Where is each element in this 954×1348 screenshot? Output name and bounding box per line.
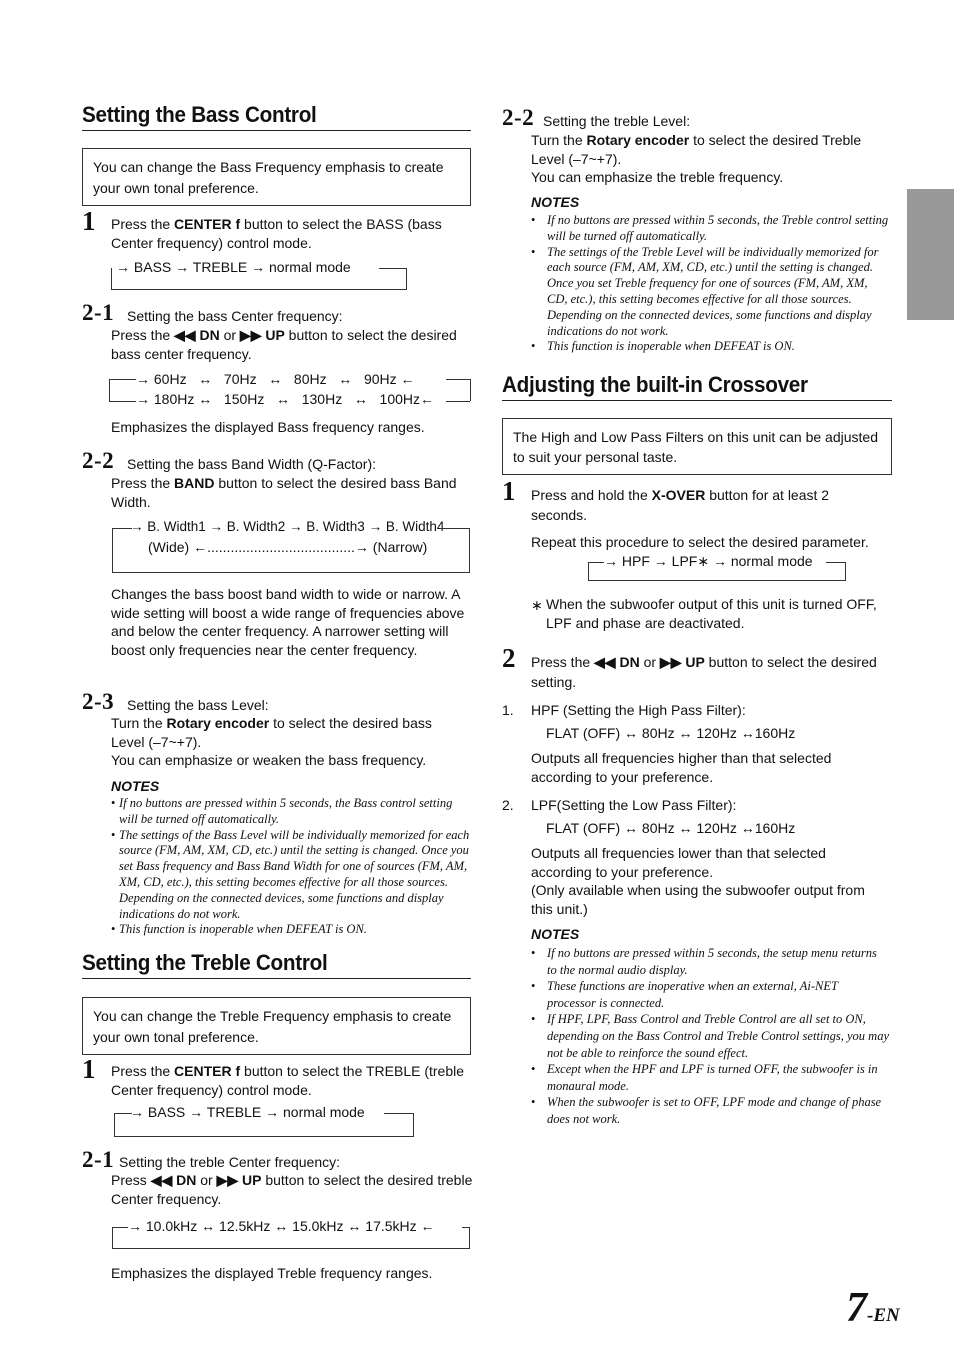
crossover-heading: Adjusting the built-in Crossover [502,372,808,397]
treble-step21-text: Press ◀◀ DN or ▶▶ UP button to select the desired treble Center frequency. [111,1172,473,1207]
crossover-intro-box [502,418,892,475]
crossover-note-5: • When the subwoofer is set to OFF, LPF mode and change of phase does not work. [531,1094,889,1127]
crossover-notes-list [531,945,889,1128]
crossover-intro-text: The High and Low Pass Filters on this unit can be adjusted to suit your personal taste. [513,429,878,465]
bass-note-3: • This function is inoperable when DEFEAT is ON. [111,922,473,938]
crossover-note-4: • Except when the HPF and LPF is turned OFF, the subwoofer is in monaural mode. [531,1061,889,1094]
crossover-star-mark: ∗ [531,597,543,613]
bass-note-2: • The settings of the Bass Level will be individually memorized for each source (FM, AM, XM, CD, etc.) until the setting is changed. Once you set Bass frequency and Bass Band Width for one of sources (FM, AM, XM, CD, etc.), this setting becomes effective for all those sources. Depending on the connected devices, some functions and display indications do not work. [111,828,473,923]
crossover-note-1: • If no buttons are pressed within 5 seconds, the setup menu returns to the normal audio display. [531,945,889,978]
section-tab [907,189,954,320]
bass-intro-text: You can change the Bass Frequency emphasis to create your own tonal preference. [93,159,444,196]
crossover-step2-text: Press the ◀◀ DN or ▶▶ UP button to select the desired setting. [531,654,877,690]
bass-freq-row2: → 180Hz ↔ 150Hz ↔ 130Hz ↔ 100Hz← [136,391,434,407]
bass-step22-number: 2-2 [82,448,115,473]
crossover-param-sequence: → HPF → LPF∗ → normal mode [604,553,813,569]
treble-step22-number: 2-2 [502,105,535,130]
bass-step21-number: 2-1 [82,300,115,325]
bass-freq-note: Emphasizes the displayed Bass frequency ranges. [111,419,425,435]
hpf-title: HPF (Setting the High Pass Filter): [531,702,746,718]
bass-notes-heading: NOTES [111,778,160,794]
crossover-param-loop [588,562,846,581]
lpf-sequence: FLAT (OFF) ↔ 80Hz ↔ 120Hz ↔160Hz [546,820,796,836]
treble-freq-note: Emphasizes the displayed Treble frequency ranges. [111,1265,433,1281]
hpf-sequence: FLAT (OFF) ↔ 80Hz ↔ 120Hz ↔160Hz [546,725,796,741]
treble-note-1: • If no buttons are pressed within 5 seconds, the Treble control setting will be turned off automatically. [531,213,889,245]
bass-freq-loop-right [470,379,471,401]
treble-step1-text: Press the CENTER f button to select the TREBLE (treble Center frequency) control mode. [111,1063,465,1098]
treble-intro-box [82,997,471,1055]
bass-bandwidth-row2: (Wide) ←......................................→ (Narrow) [148,539,428,555]
bass-step23-text: Turn the Rotary encoder to select the desired bass Level (–7~+7). You can emphasize or weaken the bass frequency. [111,715,432,768]
treble-freq-row: → 10.0kHz ↔ 12.5kHz ↔ 15.0kHz ↔ 17.5kHz ← [128,1218,435,1234]
bass-freq-loop-left-bottom [109,401,136,402]
page-number: 7-EN [846,1285,900,1331]
treble-mode-sequence: → BASS → TREBLE → normal mode [130,1104,365,1120]
bass-step22-text: Press the BAND button to select the desired bass Band Width. [111,475,457,510]
crossover-step1-number: 1 [502,476,516,506]
bass-heading-rule [82,130,471,131]
lpf-number: 2. [502,797,514,813]
bass-step23-number: 2-3 [82,689,115,714]
treble-step21-number: 2-1 [82,1147,115,1172]
bass-bandwidth-row1: → B. Width1 → B. Width2 → B. Width3 → B. Width4 [130,519,445,534]
crossover-star-note: When the subwoofer output of this unit is turned OFF, LPF and phase are deactivated. [546,596,877,631]
bass-step1-number: 1 [82,206,96,236]
treble-note-2: • The settings of the Treble Level will be individually memorized for each source (FM, AM, XM, CD, etc.) until the setting is changed. Once you set Treble frequency for one of sources (FM, AM, XM, CD, etc.), this setting becomes effective for all those sources. Depending on the connected devices, some functions and display indications do not work. [531,245,889,340]
bass-note-1: • If no buttons are pressed within 5 seconds, the Bass control setting will be turned off automatically. [111,796,473,828]
bass-freq-loop-left [109,379,110,401]
bass-freq-loop-right-bottom [446,401,470,402]
bass-step23-title: Setting the bass Level: [127,697,269,713]
lpf-title: LPF(Setting the Low Pass Filter): [531,797,737,813]
bass-mode-seq-loop [111,268,407,290]
bass-step1-text: Press the CENTER f button to select the BASS (bass Center frequency) control mode. [111,216,442,251]
bass-freq-row1: → 60Hz ↔ 70Hz ↔ 80Hz ↔ 90Hz ← [136,371,415,387]
treble-step22-text: Turn the Rotary encoder to select the desired Treble Level (–7~+7). You can emphasize the treble frequency. [531,132,862,185]
treble-mode-seq-loop [114,1113,414,1137]
bass-step22-title: Setting the bass Band Width (Q-Factor): [127,456,376,472]
crossover-step2-number: 2 [502,643,516,673]
treble-intro-text: You can change the Treble Frequency emphasis to create your own tonal preference. [93,1008,452,1045]
hpf-number: 1. [502,702,514,718]
treble-notes-heading: NOTES [531,194,580,210]
crossover-note-2: • These functions are inoperative when an external, Ai-NET processor is connected. [531,978,889,1011]
bass-intro-box [82,148,471,206]
treble-step22-title: Setting the treble Level: [543,113,691,129]
bass-mode-sequence: → BASS → TREBLE → normal mode [116,259,351,275]
bass-step21-text: Press the ◀◀ DN or ▶▶ UP button to select the desired bass center frequency. [111,327,457,362]
treble-heading: Setting the Treble Control [82,950,328,975]
bass-step21-title: Setting the bass Center frequency: [127,308,343,324]
bass-bandwidth-desc: Changes the bass boost band width to wide or narrow. A wide setting will boost a wide range of frequencies above and below the center frequency. A narrower setting will boost only frequencies near the center frequency. [111,586,465,658]
treble-note-3: • This function is inoperable when DEFEAT is ON. [531,339,889,355]
crossover-step1-text: Press and hold the X-OVER button for at least 2 seconds. [531,487,830,523]
crossover-note-3: • If HPF, LPF, Bass Control and Treble Control are all set to ON, depending on the Bass Control and Treble Control settings, you may not be able to reinforce the sound effect. [531,1011,889,1061]
treble-heading-rule [82,978,471,979]
treble-step21-title: Setting the treble Center frequency: [119,1154,341,1170]
crossover-heading-rule [502,400,892,401]
hpf-desc: Outputs all frequencies higher than that selected according to your preference. [531,750,832,785]
treble-freq-loop [112,1227,470,1249]
bass-heading: Setting the Bass Control [82,102,317,127]
bass-freq-loop-right-top [446,379,470,380]
bass-freq-loop-left-top [109,379,136,380]
treble-step1-number: 1 [82,1054,96,1084]
crossover-repeat-text: Repeat this procedure to select the desired parameter. [531,534,869,550]
bass-notes-list [111,796,473,938]
lpf-desc: Outputs all frequencies lower than that selected according to your preference. (Only available when using the subwoofer output from this unit.) [531,845,865,917]
treble-notes-list [531,213,889,355]
crossover-notes-heading: NOTES [531,926,580,942]
